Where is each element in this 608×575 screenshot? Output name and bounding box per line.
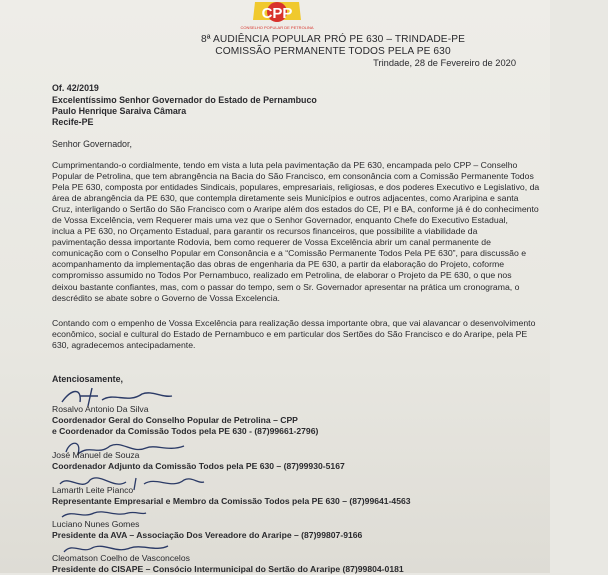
body-line: Cumprimentando-o cordialmente, tendo em vista a luta pela pavimentação da PE 630, encampada pelo CPP – Conselho bbox=[52, 160, 518, 170]
header-line-2: COMISSÃO PERMANENTE TODOS PELA PE 630 bbox=[215, 46, 451, 57]
addressee-city: Recife-PE bbox=[52, 117, 94, 127]
signatory-name: Luciano Nunes Gomes bbox=[52, 519, 140, 529]
signatory-role: Coordenador Adjunto da Comissão Todos pela PE 630 – (87)99930-5167 bbox=[52, 461, 345, 471]
signatory-role: Presidente do CISAPE – Consócio Intermunicipal do Sertão do Araripe (87)99804-0181 bbox=[52, 564, 404, 574]
body-paragraph bbox=[52, 160, 540, 304]
signatory-role: Representante Empresarial e Membro da Comissão Todos pela PE 630 – (87)99641-4563 bbox=[52, 496, 411, 506]
reference-number: Of. 42/2019 bbox=[52, 83, 99, 93]
body-line: pavimentação dessa importante Rodovia, bem como requerer de Vossa Excelência abrir um canal permanente de bbox=[52, 237, 491, 248]
body-line: área de abrangência da PE 630, que contempla diretamente seis Municípios e outros adjacentes, como Araripina e santa bbox=[52, 193, 519, 204]
body-line: Pela PE 630, composta por entidades Sindicais, populares, empresariais, religiosas, e dos poderes Executivo e Legislativo, da bbox=[52, 182, 540, 193]
body-line: descrédito se abate sobre o Governo de Vossa Excelencia. bbox=[52, 292, 280, 303]
closing-line: 630, agradecemos antecipadamente. bbox=[52, 340, 196, 351]
cpp-logo bbox=[240, 0, 314, 34]
body-line: Popular de Petrolina, que tem abrangência na Bacia do São Francisco, em consonância com a Comissão Permanente Todos bbox=[52, 171, 534, 182]
signatory-name: José Manuel de Souza bbox=[52, 450, 140, 460]
body-line: de Vossa Excelência, vem Requerer mais uma vez que o Senhor Governador, enquanto Chefe do Executivo Estadual, bbox=[52, 215, 508, 226]
signatory-role: Coordenador Geral do Conselho Popular de Petrolina – CPP bbox=[52, 415, 298, 425]
signatory-name: Lamarth Leite Pianco bbox=[52, 485, 134, 495]
signatory-role: e Coordenador da Comissão Todos pela PE 630 - (87)99661-2796) bbox=[52, 426, 319, 436]
logo-text: CPP bbox=[261, 5, 293, 22]
body-line: deixou bastante confiantes, mas, com o passar do tempo, sem o Sr. Governador apresentar na prática um cronograma, o bbox=[52, 281, 520, 292]
sign-off: Atenciosamente, bbox=[52, 374, 124, 384]
signatory-name: Rosalvo Antonio Da Silva bbox=[52, 404, 149, 414]
closing-line: econômico, social e cultural do Estado de Pernambuco e em particular dos Sertões do São Francisco e do Araripe, pela PE bbox=[52, 329, 528, 340]
body-line: inclua a PE 630, no Orçamento Estadual, para garantir os recursos financeiros, que possibilite a viabilidade da bbox=[52, 226, 478, 237]
closing-paragraph bbox=[52, 318, 536, 351]
body-line: Cruz, interligando o Sertão do São Francisco com o Araripe além dos estados do CE, PI e BA, conforme já é do conhecimento bbox=[52, 204, 539, 215]
signatory-name: Cleomatson Coelho de Vasconcelos bbox=[52, 553, 190, 563]
closing-line: Contando com o empenho de Vossa Excelência para realização dessa importante obra, que vai alavancar o desenvolvimento bbox=[52, 318, 536, 328]
header-line-1: 8ª AUDIÊNCIA POPULAR PRÓ PE 630 – TRINDADE-PE bbox=[201, 34, 465, 45]
body-line: acompanhamento da implementação das obras de engenharia da PE 630, a partir da elaboração do Projeto, coforme bbox=[52, 259, 505, 270]
logo-subtext: CONSELHO POPULAR DE PETROLINA bbox=[240, 25, 314, 30]
body-line: compromisso assumido no Todos Por Pernambuco, realizado em Petrolina, de elaborar o Projeto da PE 630, o que nos bbox=[52, 270, 512, 281]
letter-date: Trindade, 28 de Fevereiro de 2020 bbox=[373, 58, 516, 68]
salutation: Senhor Governador, bbox=[52, 139, 132, 149]
addressee-name: Paulo Henrique Saraiva Câmara bbox=[52, 106, 187, 116]
body-line: comunicação com o Conselho Popular em Consonância e a “Comissão Permanente Todos Pela PE 630”, para discussão e bbox=[52, 248, 527, 259]
signatory-role: Presidente da AVA – Associação Dos Vereadore do Araripe – (87)99807-9166 bbox=[52, 530, 363, 540]
addressee-title: Excelentíssimo Senhor Governador do Estado de Pernambuco bbox=[52, 95, 317, 105]
